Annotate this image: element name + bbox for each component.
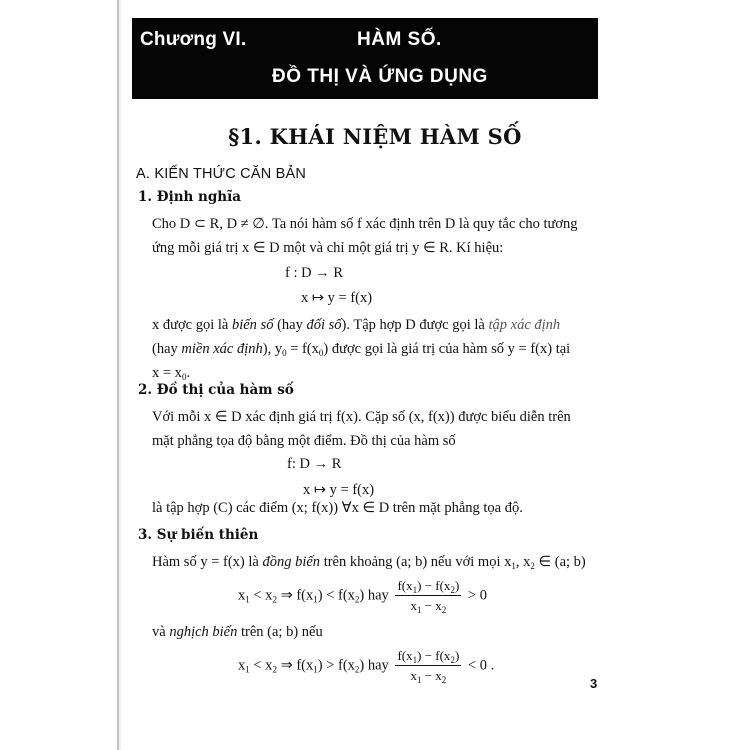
- definition-heading: 1. Định nghĩa: [138, 189, 241, 205]
- text: ). Tập hợp D được gọi là: [341, 317, 489, 333]
- text: ⇒ f(x: [276, 657, 314, 674]
- subscript: 1: [245, 664, 250, 675]
- page-number: 3: [590, 676, 598, 691]
- text: ) hay: [359, 657, 393, 674]
- book-spine-shadow: [119, 0, 122, 750]
- text: ) − f(x: [417, 578, 451, 593]
- text: > 0: [464, 587, 487, 604]
- text: .: [186, 365, 191, 381]
- section-title: §1. KHÁI NIỆM HÀM SỐ: [228, 124, 522, 149]
- variation-paragraph-2: [152, 620, 612, 644]
- text: ∈ (a; b): [534, 554, 586, 570]
- subscript: 2: [450, 585, 455, 595]
- term-domain-alt: miền xác định: [181, 341, 263, 357]
- text: x: [238, 587, 246, 604]
- text: − x: [421, 598, 442, 613]
- variation-heading: 3. Sự biến thiên: [138, 527, 259, 543]
- subscript: 2: [530, 561, 535, 571]
- subscript: 2: [354, 664, 360, 675]
- subscript: 1: [245, 594, 250, 605]
- subscript: 1: [416, 605, 422, 615]
- fraction-denominator: [395, 596, 461, 614]
- graph-mapping-line-1: f: D → R: [287, 456, 342, 472]
- text: f(x: [397, 648, 413, 663]
- term-argument: đối số: [306, 317, 342, 333]
- increasing-formula: [238, 578, 487, 614]
- text: , x: [515, 554, 531, 570]
- graph-heading: 2. Đồ thị của hàm số: [138, 382, 294, 398]
- graph-line-3: là tập hợp (C) các điểm (x; f(x)) ∀x ∈ D trên mặt phẳng tọa độ.: [152, 500, 523, 516]
- text: < x: [249, 657, 273, 674]
- text: x: [410, 598, 417, 613]
- subscript: 1: [511, 561, 516, 571]
- text: Hàm số y = f(x) là: [152, 554, 263, 570]
- graph-paragraph-1: [152, 405, 612, 453]
- subscript: 2: [441, 605, 447, 615]
- definition-mapping-line-1: f : D → R: [285, 265, 343, 281]
- chapter-banner: [132, 18, 598, 99]
- term-decreasing: nghịch biến: [169, 624, 238, 640]
- subscript: 1: [313, 664, 318, 675]
- text: ⇒ f(x: [276, 587, 314, 604]
- text: x: [410, 668, 417, 683]
- text: ), y: [262, 341, 283, 357]
- term-variable: biến số: [231, 317, 274, 333]
- text: (hay: [152, 341, 182, 357]
- variation-line-1: [152, 550, 612, 574]
- definition-p2-line-2: [152, 337, 612, 361]
- text: ) < f(x: [317, 587, 355, 604]
- fraction-numerator: [395, 648, 461, 666]
- text: = f(x: [286, 341, 319, 357]
- text: trên (a; b) nếu: [237, 624, 323, 640]
- text: trên khoảng (a; b) nếu với mọi x: [320, 554, 512, 570]
- text: x = x: [152, 365, 182, 381]
- subscript: 0: [318, 348, 324, 358]
- text: ) được gọi là giá trị của hàm số y = f(x) tại: [323, 341, 571, 357]
- definition-mapping-line-2: x ↦ y = f(x): [301, 290, 373, 306]
- subscript: 1: [412, 585, 418, 595]
- text: < 0 .: [464, 657, 495, 674]
- decreasing-formula: [238, 648, 494, 684]
- subscript: 2: [272, 664, 277, 675]
- text: ) > f(x: [317, 657, 355, 674]
- text: ) hay: [359, 587, 393, 604]
- text: ): [454, 578, 460, 593]
- graph-line-2: mặt phẳng tọa độ bằng một điểm. Đồ thị của hàm số: [152, 433, 456, 449]
- term-increasing: đồng biến: [262, 554, 321, 570]
- subscript: 2: [354, 594, 360, 605]
- definition-p2-line-1: [152, 313, 612, 337]
- fraction-denominator: [395, 666, 461, 684]
- definition-paragraph-2: [152, 313, 612, 385]
- subscript: 0: [282, 348, 287, 358]
- subscript: 2: [450, 655, 455, 665]
- chapter-title-line2: ĐỒ THỊ VÀ ỨNG DỤNG: [272, 66, 488, 87]
- text: x: [238, 657, 246, 674]
- difference-quotient-fraction: [395, 648, 461, 684]
- graph-mapping-line-2: x ↦ y = f(x): [303, 482, 375, 498]
- graph-paragraph-2: [152, 496, 612, 520]
- definition-line-1: Cho D ⊂ R, D ≠ ∅. Ta nói hàm số f xác định trên D là quy tắc cho tương: [152, 216, 578, 232]
- text: (hay: [273, 317, 307, 333]
- text: − x: [421, 668, 442, 683]
- text: f(x: [397, 578, 413, 593]
- text: < x: [249, 587, 273, 604]
- text: ) − f(x: [417, 648, 451, 663]
- part-heading: A. KIẾN THỨC CĂN BẢN: [136, 166, 307, 182]
- text: ): [454, 648, 460, 663]
- subscript: 2: [441, 675, 447, 685]
- subscript: 0: [181, 372, 187, 382]
- variation-paragraph-1: [152, 550, 612, 574]
- definition-line-2: ứng mỗi giá trị x ∈ D một và chỉ một giá trị y ∈ R. Kí hiệu:: [152, 240, 504, 256]
- graph-line-1: Với mỗi x ∈ D xác định giá trị f(x). Cặp số (x, f(x)) được biểu diễn trên: [152, 409, 571, 425]
- subscript: 1: [313, 594, 318, 605]
- fraction-numerator: [395, 578, 461, 596]
- variation-line-2: [152, 620, 612, 644]
- text: và: [152, 624, 170, 640]
- chapter-label: Chương VI.: [140, 29, 247, 50]
- difference-quotient-fraction: [395, 578, 461, 614]
- subscript: 1: [416, 675, 422, 685]
- subscript: 1: [412, 655, 418, 665]
- term-domain: tập xác định: [488, 317, 561, 333]
- subscript: 2: [272, 594, 277, 605]
- definition-paragraph-1: [152, 212, 612, 260]
- text: x được gọi là: [152, 317, 232, 333]
- chapter-title-line1: HÀM SỐ.: [357, 29, 442, 50]
